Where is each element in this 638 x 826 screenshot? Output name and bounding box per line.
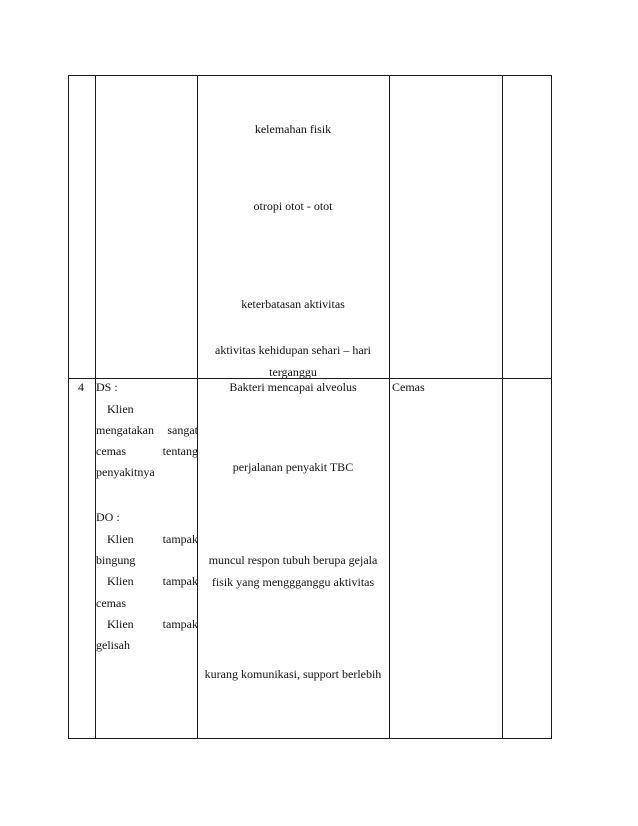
do-text-line — [107, 574, 198, 588]
pathway-text: otropi otot - otot — [253, 199, 333, 213]
do-text-line — [107, 617, 198, 631]
do-label: DO : — [96, 510, 120, 524]
col-border-problem — [502, 75, 503, 739]
pathway-text: fisik yang menggganggu aktivitas — [211, 575, 375, 589]
table-top-border — [68, 75, 552, 76]
do-word: tampak — [162, 532, 198, 546]
ds-text-line — [96, 423, 198, 437]
do-text: gelisah — [96, 638, 130, 652]
do-word: Klien — [107, 532, 134, 546]
do-text: bingung — [96, 553, 136, 567]
pathway-text: muncul respon tubuh berupa gejala — [208, 553, 378, 567]
pathway-text: Bakteri mencapai alveolus — [229, 380, 357, 394]
do-word: Klien — [107, 617, 134, 631]
do-text: cemas — [96, 596, 126, 610]
col-border-right — [551, 75, 552, 739]
ds-text-line — [96, 444, 198, 458]
do-text-line — [107, 532, 198, 546]
ds-word: sangat — [167, 423, 198, 437]
ds-word: tentang — [162, 444, 198, 458]
col-border-etiology — [389, 75, 390, 739]
problem-text: Cemas — [392, 380, 425, 394]
do-word: tampak — [162, 617, 198, 631]
pathway-text: keterbatasan aktivitas — [241, 297, 345, 311]
ds-label: DS : — [96, 380, 118, 394]
ds-word: mengatakan — [96, 423, 154, 437]
pathway-text: aktivitas kehidupan sehari – hari — [215, 343, 371, 357]
do-word: Klien — [107, 574, 134, 588]
pathway-text: kelemahan fisik — [254, 122, 332, 136]
ds-text: Klien — [107, 402, 134, 416]
col-border-left — [68, 75, 69, 739]
pathway-text: perjalanan penyakit TBC — [232, 460, 354, 474]
pathway-text: terganggu — [269, 365, 317, 379]
row-number: 4 — [78, 380, 84, 394]
ds-word: cemas — [96, 444, 126, 458]
table-bottom-border — [68, 738, 552, 739]
col-border-data — [197, 75, 198, 739]
ds-text: penyakitnya — [96, 465, 155, 479]
do-word: tampak — [162, 574, 198, 588]
pathway-text: kurang komunikasi, support berlebih — [204, 667, 382, 681]
